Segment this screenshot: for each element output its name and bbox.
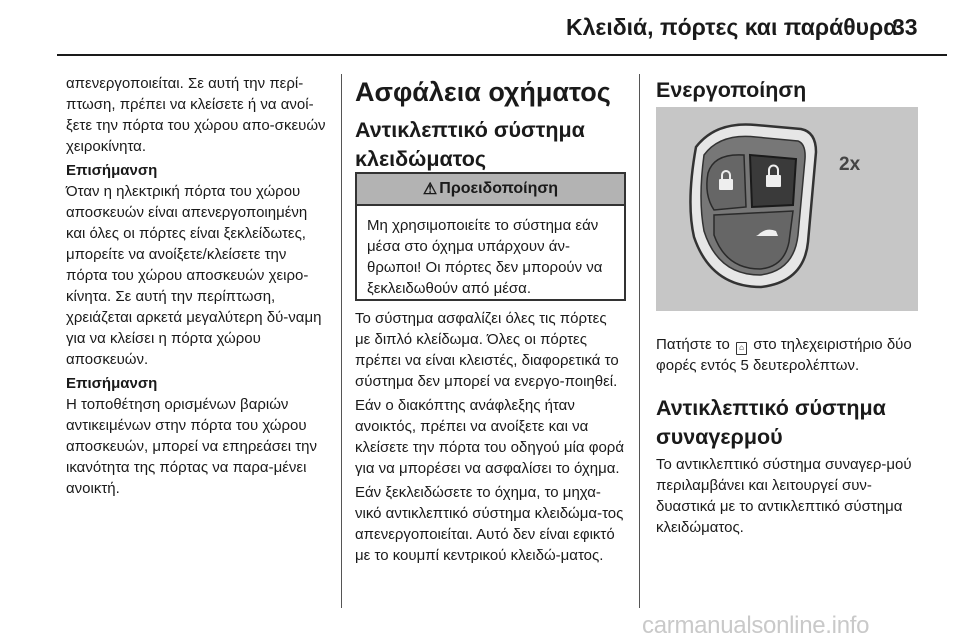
running-header-title: Κλειδιά, πόρτες και παράθυρα <box>566 14 898 40</box>
column-divider-2 <box>639 74 640 608</box>
watermark: carmanualsonline.info <box>642 612 870 639</box>
warning-triangle-icon: ⚠ <box>422 181 438 198</box>
lock-button-icon: ⌂ <box>736 342 747 355</box>
page-number: 33 <box>892 14 918 40</box>
note-title: Επισήμανση <box>66 375 158 392</box>
activation-text <box>656 334 922 376</box>
remote-key-figure <box>656 107 918 311</box>
activation-text-end: στο τηλεχειριστήριο δύο φορές εντός 5 δευτερολέπτων. <box>656 336 912 374</box>
section-title: Ασφάλεια οχήματος <box>355 77 611 107</box>
body-paragraph: Το σύστημα ασφαλίζει όλες τις πόρτες με διπλό κλείδωμα. Όλες οι πόρτες πρέπει να είναι κλειστές, διαφορετικά το σύστημα δεν μπορεί να ενεργο-ποιηθεί. <box>355 310 619 390</box>
warning-header <box>357 174 624 206</box>
column-left <box>66 73 328 502</box>
column-middle-body <box>355 308 625 569</box>
header-divider <box>57 54 947 56</box>
note-title: Επισήμανση <box>66 162 158 179</box>
subsection-title: Αντικλεπτικό σύστημα κλειδώματος <box>355 118 585 171</box>
note-text: Όταν η ηλεκτρική πόρτα του χώρου αποσκευών είναι απενεργοποιημένη και όλες οι πόρτες είναι ξεκλείδωτες, μπορείτε να ανοίξετε/κλείσετε την πόρτα του χώρου αποσκευών χειρο-κίνητα. Σε αυτή την περίπτωση, χρειάζεται αρκετά μεγαλύτερη δύ-ναμη για να κλείσει η πόρτα χώρου αποσκευών. <box>66 183 322 368</box>
press-count-label: 2x <box>839 154 861 175</box>
column-right-body <box>656 334 922 541</box>
intro-paragraph: απενεργοποιείται. Σε αυτή την περί-πτωση, πρέπει να κλείσετε ή να ανοί-ξετε την πόρτα του χώρου απο-σκευών χειροκίνητα. <box>66 75 326 155</box>
column-middle <box>355 76 625 174</box>
remote-key-illustration <box>656 107 918 311</box>
note-text: Η τοποθέτηση ορισμένων βαριών αντικειμένων στην πόρτα του χώρου αποσκευών, μπορεί να επηρεάσει την ικανότητα της πόρτας να παρα-μένει ανοικτή. <box>66 396 318 497</box>
warning-box <box>355 172 626 301</box>
warning-title: Προειδοποίηση <box>439 180 559 197</box>
warning-text: Μη χρησιμοποιείτε το σύστημα εάν μέσα στο όχημα υπάρχουν άν-θρωποι! Οι πόρτες δεν μπορούν να ξεκλειδωθούν από μέσα. <box>367 217 603 297</box>
activation-text-start: Πατήστε το <box>656 336 730 353</box>
activation-title: Ενεργοποίηση <box>656 78 807 102</box>
column-divider-1 <box>341 74 342 608</box>
alarm-section-text: Το αντικλεπτικό σύστημα συναγερ-μού περιλαμβάνει και λειτουργεί συν-δυαστικά με το αντικλεπτικό σύστημα κλειδώματος. <box>656 456 912 536</box>
body-paragraph: Εάν ο διακόπτης ανάφλεξης ήταν ανοικτός, πρέπει να ανοίξετε και να κλείσετε την πόρτα του οδηγού μία φορά για να μπορέσει να ασφαλίσει το όχημα. <box>355 397 625 477</box>
column-right-head <box>656 76 918 105</box>
body-paragraph: Εάν ξεκλειδώσετε το όχημα, το μηχα-νικό αντικλεπτικό σύστημα κλειδώμα-τος απενεργοποιείται. Αυτό δεν είναι εφικτό με το κουμπί κεντρικού κλειδώ-ματος. <box>355 484 624 564</box>
alarm-section-title: Αντικλεπτικό σύστημα συναγερμού <box>656 396 886 449</box>
